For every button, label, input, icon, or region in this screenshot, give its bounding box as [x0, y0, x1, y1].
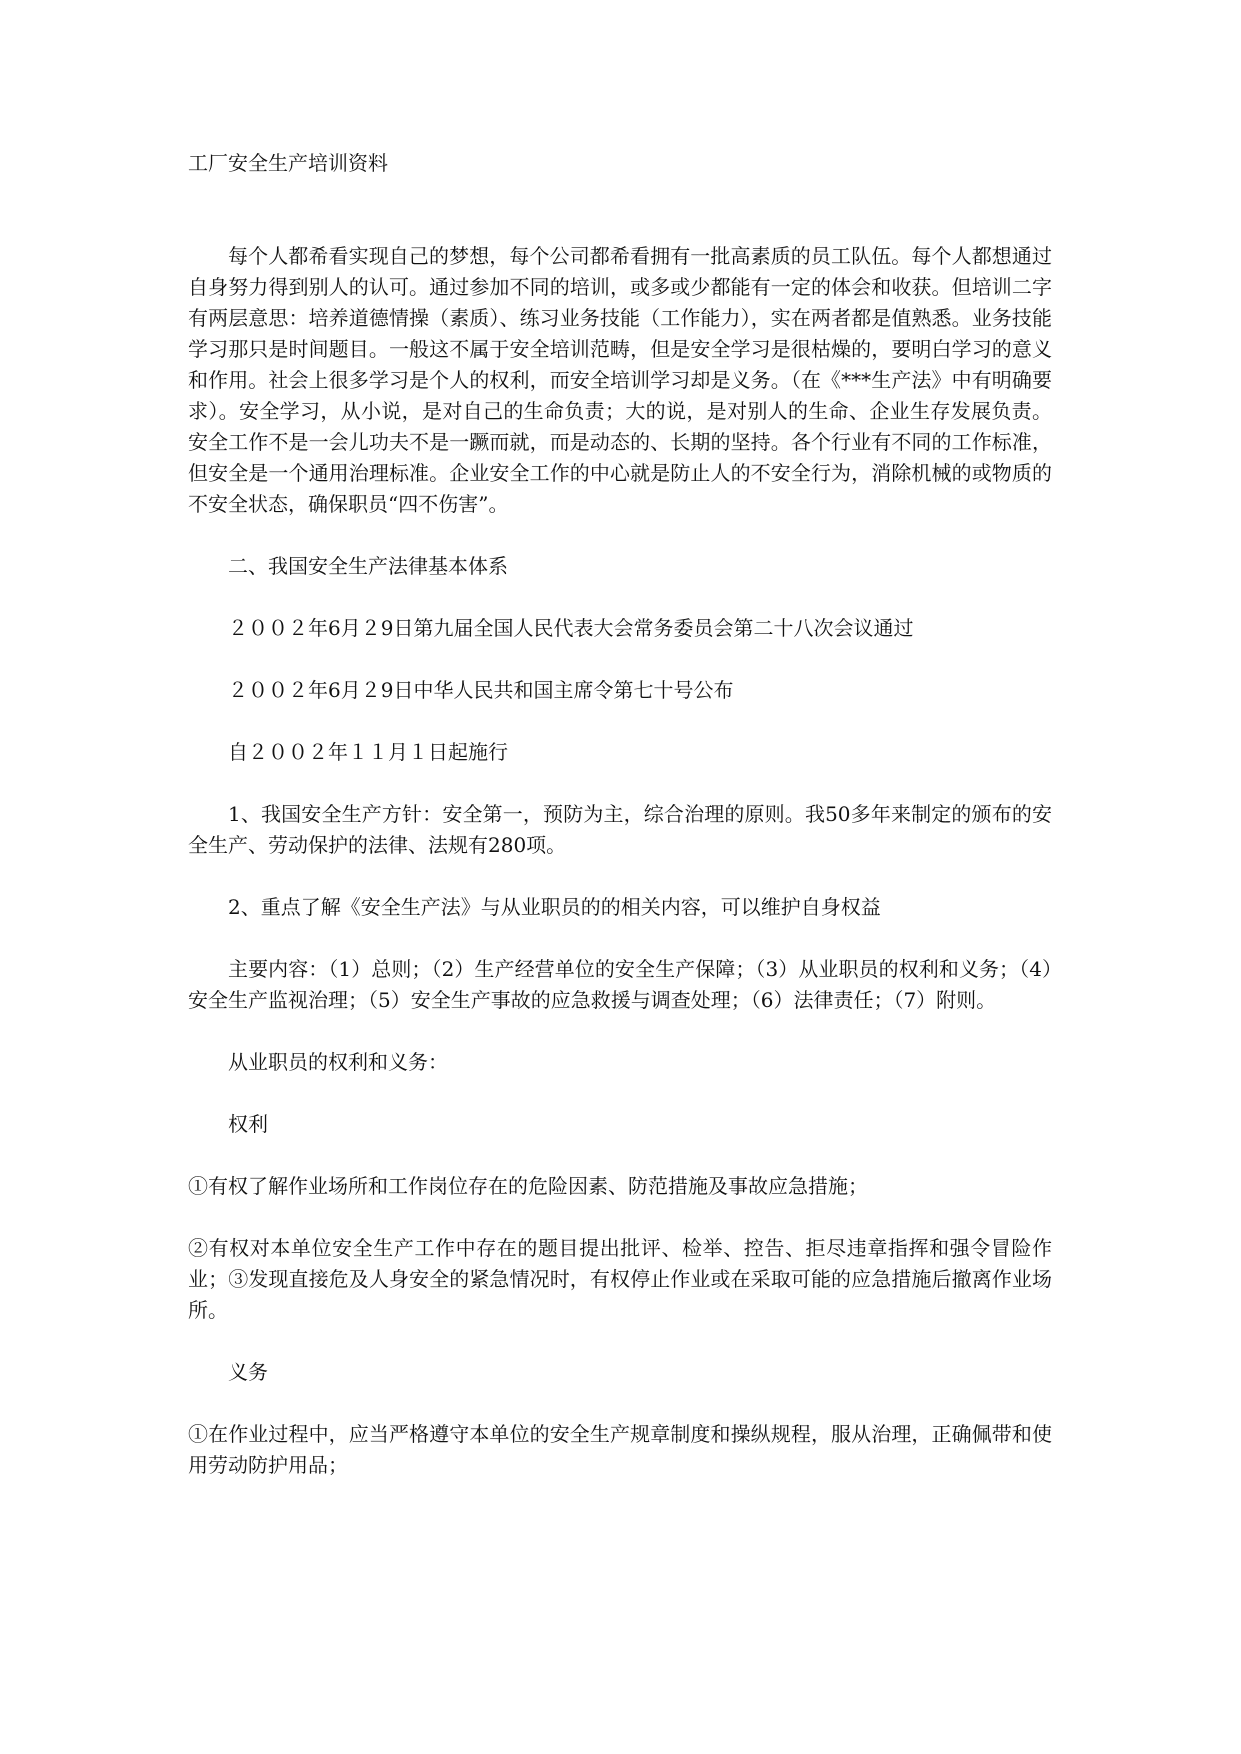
duty-item-1: ①在作业过程中，应当严格遵守本单位的安全生产规章制度和操纵规程，服从治理，正确佩带和使用劳动防护用品；: [188, 1422, 1052, 1477]
effective-date-line: 自２００２年１１月１日起施行: [228, 740, 508, 764]
section-heading-legal-system: 二、我国安全生产法律基本体系: [228, 554, 508, 578]
promulgation-date-line: ２００２年6月２9日中华人民共和国主席令第七十号公布: [228, 678, 734, 702]
key-understanding-paragraph: 2、重点了解《安全生产法》与从业职员的的相关内容，可以维护自身权益: [228, 895, 881, 919]
intro-paragraph: 每个人都希看实现自己的梦想，每个公司都希看拥有一批高素质的员工队伍。每个人都想通过自身努力得到别人的认可。通过参加不同的培训，或多或少都能有一定的体会和收获。但培训二字有两层意思：培养道德情操（素质）、练习业务技能（工作能力），实在两者都是值熟悉。业务技能学习那只是时间题目。一般这不属于安全培训范畴，但是安全学习是很枯燥的，要明白学习的意义和作用。社会上很多学习是个人的权利，而安全培训学习却是义务。（在《***生产法》中有明确要求）。安全学习，从小说，是对自己的生命负责；大的说，是对别人的生命、企业生存发展负责。安全工作不是一会儿功夫不是一蹶而就，而是动态的、长期的坚持。各个行业有不同的工作标准，但安全是一个通用治理标准。企业安全工作的中心就是防止人的不安全行为，消除机械的或物质的不安全状态，确保职员“四不伤害”。: [188, 244, 1052, 516]
document-title: 工厂安全生产培训资料: [188, 151, 388, 175]
document-body: [188, 148, 1052, 1512]
right-item-2-3: ②有权对本单位安全生产工作中存在的题目提出批评、检举、控告、拒尽违章指挥和强令冒险作业；③发现直接危及人身安全的紧急情况时，有权停止作业或在采取可能的应急措施后撤离作业场所。: [188, 1236, 1052, 1322]
safety-policy-paragraph: 1、我国安全生产方针：安全第一，预防为主，综合治理的原则。我50多年来制定的颁布的安全生产、劳动保护的法律、法规有280项。: [188, 802, 1052, 857]
adoption-date-line: ２００２年6月２9日第九届全国人民代表大会常务委员会第二十八次会议通过: [228, 616, 914, 640]
right-item-1: ①有权了解作业场所和工作岗位存在的危险因素、防范措施及事故应急措施；: [188, 1174, 868, 1198]
rights-duties-heading: 从业职员的权利和义务：: [228, 1050, 448, 1074]
rights-heading: 权利: [228, 1112, 268, 1136]
main-contents-paragraph: 主要内容：（1）总则；（2）生产经营单位的安全生产保障；（3）从业职员的权利和义务；（4）安全生产监视治理；（5）安全生产事故的应急救援与调查处理；（6）法律责任；（7）附则。: [188, 957, 1052, 1012]
duties-heading: 义务: [228, 1360, 268, 1384]
